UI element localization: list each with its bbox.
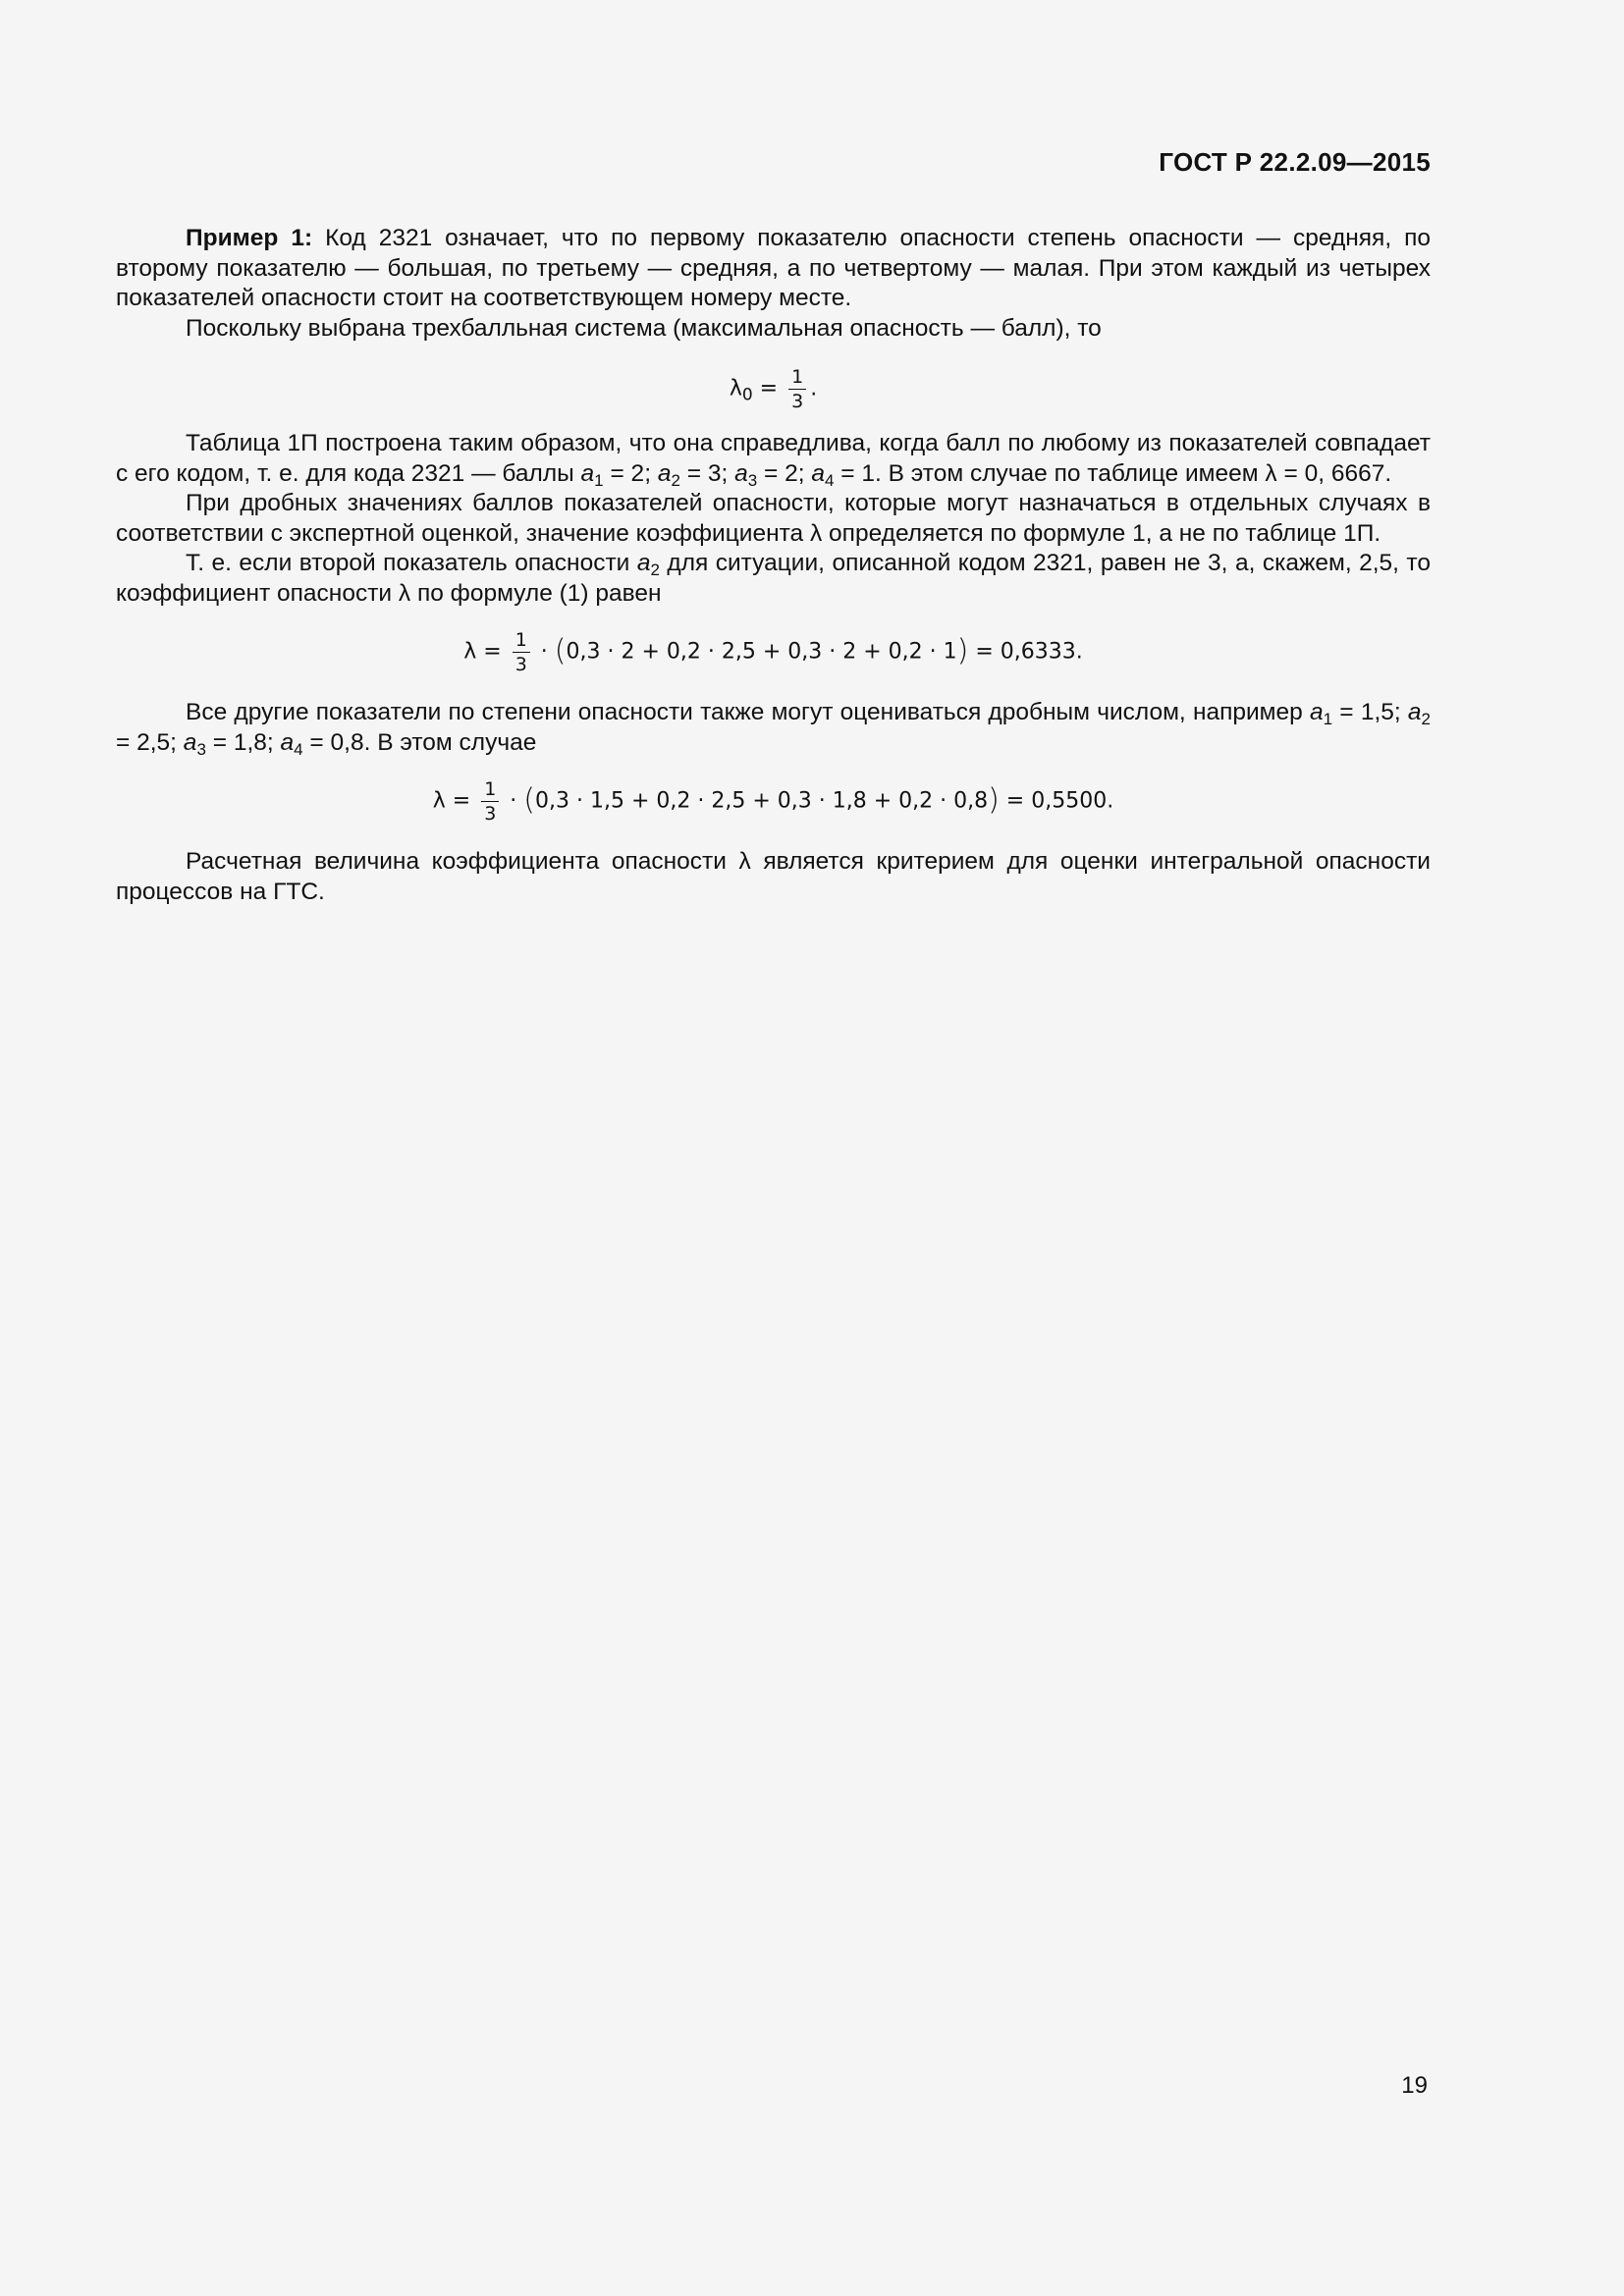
page-content [116,224,1431,907]
formula-lambda0: $\lambda_0$ = $\frac{1}{3}$ . [729,366,818,412]
formula-lambda-example-1: λ = $\frac{1}{3}$ · (0,3 · 2 + 0,2 · 2,5 + 0,3 · 2 + 0,2 · 1) = 0,6333. [463,629,1083,675]
paragraph-conclusion: Расчетная величина коэффициента опасности λ является критерием для оценки интегральной опасности процессов на ГТС. [116,848,1431,905]
fraction: $\frac{1}{3}$ [788,365,806,413]
paragraph-table-1p: Таблица 1П построена таким образом, что она справедлива, когда балл по любому из показателей совпадает с его кодом, т. е. для кода 2321 — баллы $a_1 = 2$; $a_2 = 3$; $a_3 = 2$; $a_4 = 1$. В этом случае по таблице имеем λ = 0, 6667. [116,430,1431,490]
paragraph-other-indicators: Все другие показатели по степени опасности также могут оцениваться дробным числом, например $a_1 = 1,5$; $a_2 = 2,5$; $a_3 = 1,8$; $a_4 = 0,8$. В этом случае [116,699,1431,759]
fraction: $\frac{1}{3}$ [513,628,530,676]
page-number: 19 [1401,2072,1428,2099]
fraction: $\frac{1}{3}$ [481,777,499,826]
formula-lambda-example-2: λ = $\frac{1}{3}$ · (0,3 · 1,5 + 0,2 · 2,5 + 0,3 · 1,8 + 0,2 · 0,8) = 0,5500. [432,778,1114,825]
paragraph-example-1: Пример 1: Код 2321 означает, что по первому показателю опасности степень опасности — средняя, по второму показателю — большая, по третьему — средняя, а по четвертому — малая. При этом каждый из четырех показателей опасности стоит на соответствующем номеру месте. [116,225,1431,311]
paragraph-fractional-scores: При дробных значениях баллов показателей опасности, которые могут назначаться в отдельных случаях в соответствии с экспертной оценкой, значение коэффициента λ определяется по формуле 1, а не по таблице 1П. [116,490,1431,547]
document-header: ГОСТ Р 22.2.09—2015 [1159,147,1431,177]
paragraph-second-indicator: Т. е. если второй показатель опасности $a_2$ для ситуации, описанной кодом 2321, равен не 3, а, скажем, 2,5, то коэффициент опасности λ по формуле (1) равен [116,550,1431,607]
paragraph-scoring-system: Поскольку выбрана трехбалльная система (максимальная опасность — балл), то [186,314,1102,342]
example-label: Пример 1: [186,225,313,251]
